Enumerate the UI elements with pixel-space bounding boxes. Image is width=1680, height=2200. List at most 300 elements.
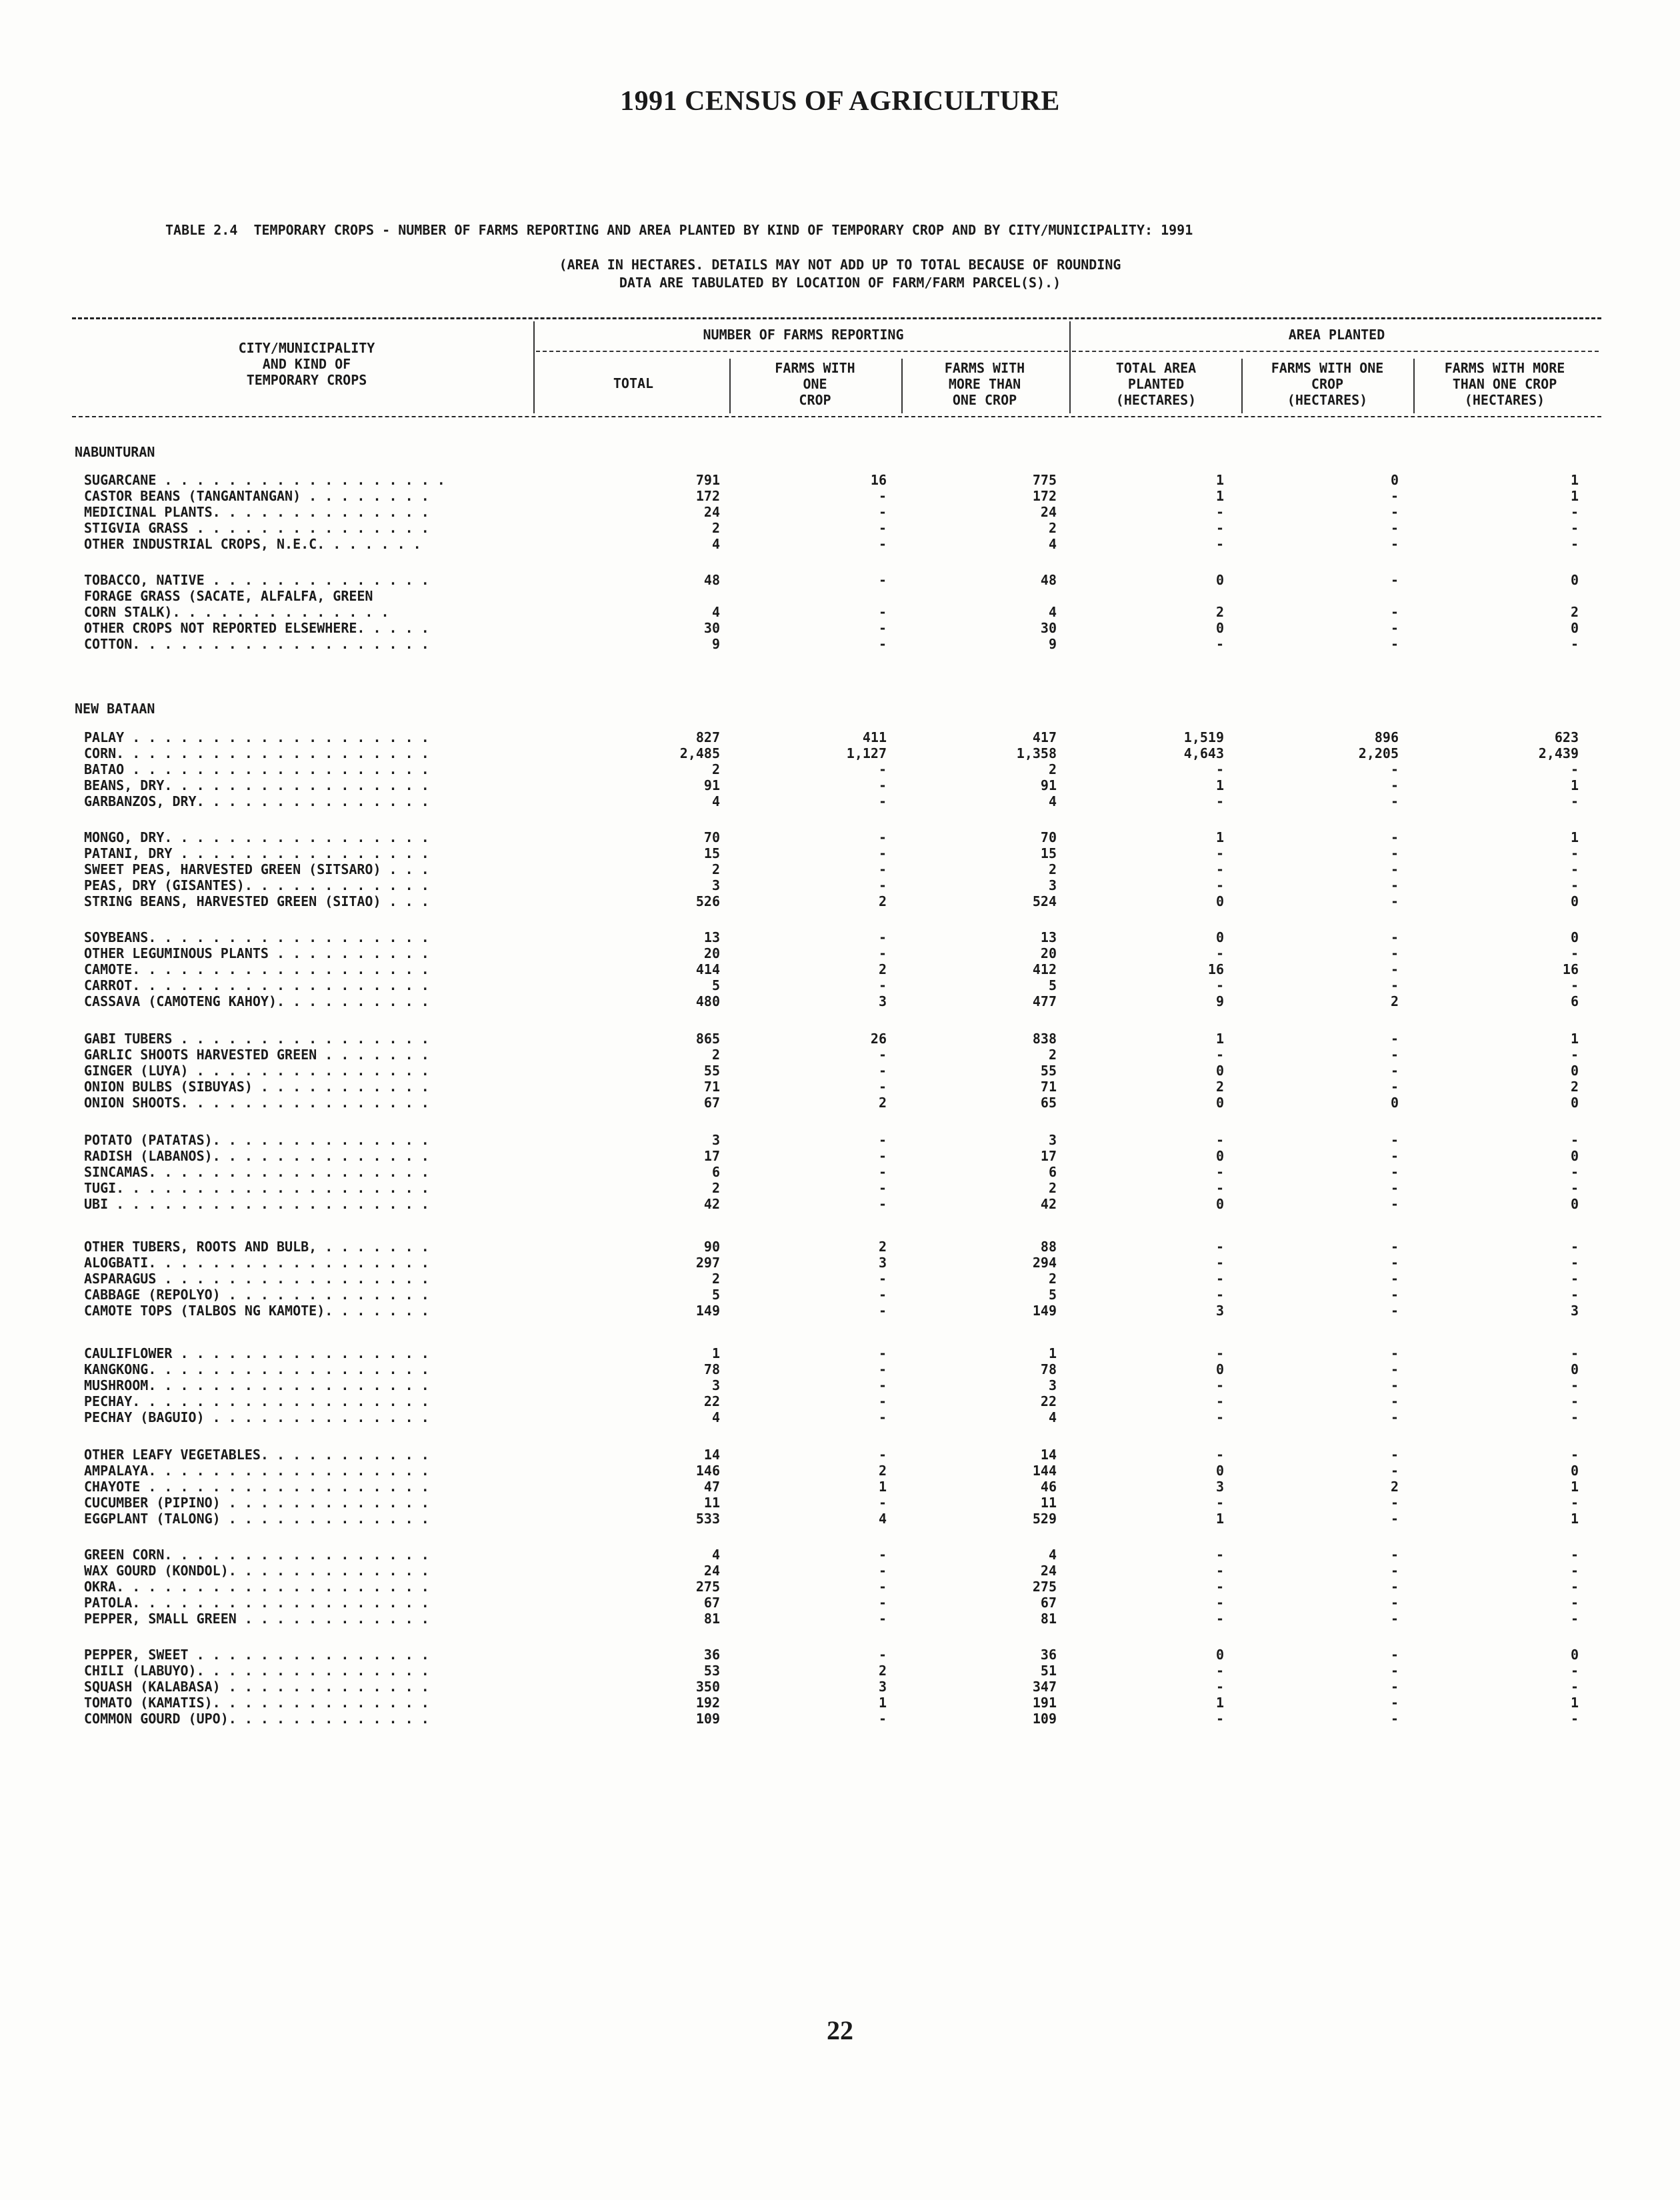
table-row	[0, 1547, 1680, 1563]
crop-label: COMMON GOURD (UPO). . . . . . . . . . . . .	[84, 1711, 429, 1727]
area-one-crop-cell: -	[1390, 1303, 1399, 1319]
table-row	[0, 1579, 1680, 1595]
total-farms-cell: 4	[711, 604, 720, 620]
crop-label: PEPPER, SMALL GREEN . . . . . . . . . . . .	[84, 1611, 429, 1627]
area-more-crop-cell: -	[1570, 877, 1579, 893]
total-farms-cell: 30	[703, 620, 720, 636]
area-more-crop-cell: 0	[1570, 620, 1579, 636]
farms-more-crop-cell: 6	[1048, 1164, 1057, 1180]
area-one-crop-cell: -	[1390, 961, 1399, 977]
total-area-cell: -	[1215, 1495, 1224, 1511]
farms-more-crop-cell: 30	[1040, 620, 1057, 636]
farms-more-crop-cell: 524	[1032, 893, 1057, 909]
crop-label: EGGPLANT (TALONG) . . . . . . . . . . . . .	[84, 1511, 429, 1527]
farms-more-crop-cell: 412	[1032, 961, 1057, 977]
area-one-crop-cell: -	[1390, 572, 1399, 588]
farms-one-crop-cell: -	[878, 636, 887, 652]
crop-label: PECHAY. . . . . . . . . . . . . . . . . . .	[84, 1393, 429, 1409]
farms-more-crop-cell: 24	[1040, 504, 1057, 520]
total-farms-cell: 11	[703, 1495, 720, 1511]
total-area-cell: 4,643	[1183, 745, 1224, 761]
farms-more-crop-cell: 477	[1032, 993, 1057, 1009]
table-row	[0, 877, 1680, 893]
crop-label: CORN. . . . . . . . . . . . . . . . . . . .	[84, 745, 429, 761]
farms-more-crop-cell: 1	[1048, 1345, 1057, 1361]
crop-label: MEDICINAL PLANTS. . . . . . . . . . . . . .	[84, 504, 429, 520]
table-row	[0, 1047, 1680, 1063]
crop-label: OTHER TUBERS, ROOTS AND BULB, . . . . . . .	[84, 1239, 429, 1255]
farms-more-crop-cell: 36	[1040, 1647, 1057, 1663]
header-farms-more-crop: FARMS WITH MORE THAN ONE CROP	[944, 360, 1025, 408]
area-more-crop-cell: -	[1570, 1271, 1579, 1287]
table-row	[0, 777, 1680, 793]
farms-more-crop-cell: 4	[1048, 1409, 1057, 1425]
farms-one-crop-cell: -	[878, 536, 887, 552]
table-row	[0, 1479, 1680, 1495]
total-farms-cell: 350	[695, 1679, 720, 1695]
crop-label: PECHAY (BAGUIO) . . . . . . . . . . . . . .	[84, 1409, 429, 1425]
crop-label: PALAY . . . . . . . . . . . . . . . . . . .	[84, 729, 429, 745]
area-more-crop-cell: -	[1570, 1611, 1579, 1627]
table-row	[0, 536, 1680, 552]
farms-more-crop-cell: 294	[1032, 1255, 1057, 1271]
total-farms-cell: 4	[711, 793, 720, 809]
total-area-cell: -	[1215, 1132, 1224, 1148]
area-more-crop-cell: -	[1570, 1409, 1579, 1425]
crop-label: BATAO . . . . . . . . . . . . . . . . . . .	[84, 761, 429, 777]
total-area-cell: 1	[1215, 488, 1224, 504]
area-more-crop-cell: -	[1570, 1495, 1579, 1511]
farms-one-crop-cell: 2	[878, 1463, 887, 1479]
total-area-cell: -	[1215, 520, 1224, 536]
total-area-cell: 1	[1215, 777, 1224, 793]
area-one-crop-cell: -	[1390, 1547, 1399, 1563]
table-row	[0, 977, 1680, 993]
total-area-cell: -	[1215, 1447, 1224, 1463]
farms-more-crop-cell: 9	[1048, 636, 1057, 652]
crop-label: STRING BEANS, HARVESTED GREEN (SITAO) . . .	[84, 893, 429, 909]
area-one-crop-cell: -	[1390, 877, 1399, 893]
area-more-crop-cell: 2,439	[1538, 745, 1579, 761]
area-more-crop-cell: 0	[1570, 929, 1579, 945]
farms-one-crop-cell: -	[878, 777, 887, 793]
area-more-crop-cell: -	[1570, 1239, 1579, 1255]
area-more-crop-cell: -	[1570, 1164, 1579, 1180]
table-row	[0, 1345, 1680, 1361]
total-area-cell: 2	[1215, 604, 1224, 620]
total-farms-cell: 4	[711, 536, 720, 552]
total-area-cell: -	[1215, 1547, 1224, 1563]
total-area-cell: -	[1215, 1164, 1224, 1180]
total-farms-cell: 5	[711, 977, 720, 993]
area-one-crop-cell: -	[1390, 1579, 1399, 1595]
area-one-crop-cell: -	[1390, 1361, 1399, 1377]
total-farms-cell: 2	[711, 1271, 720, 1287]
farms-one-crop-cell: -	[878, 877, 887, 893]
total-area-cell: -	[1215, 945, 1224, 961]
crop-label: WAX GOURD (KONDOL). . . . . . . . . . . . .	[84, 1563, 429, 1579]
farms-more-crop-cell: 48	[1040, 572, 1057, 588]
total-farms-cell: 827	[695, 729, 720, 745]
crop-label: CAMOTE TOPS (TALBOS NG KAMOTE). . . . . . .	[84, 1303, 429, 1319]
total-area-cell: -	[1215, 845, 1224, 861]
header-area-one-crop: FARMS WITH ONE CROP (HECTARES)	[1271, 360, 1384, 408]
crop-label: FORAGE GRASS (SACATE, ALFALFA, GREEN	[84, 588, 373, 604]
farms-one-crop-cell: -	[878, 604, 887, 620]
total-farms-cell: 42	[703, 1196, 720, 1212]
total-farms-cell: 71	[703, 1079, 720, 1095]
farms-more-crop-cell: 88	[1040, 1239, 1057, 1255]
table-row	[0, 1495, 1680, 1511]
table-row	[0, 1063, 1680, 1079]
farms-more-crop-cell: 20	[1040, 945, 1057, 961]
total-area-cell: 16	[1207, 961, 1224, 977]
farms-one-crop-cell: -	[878, 520, 887, 536]
farms-one-crop-cell: -	[878, 945, 887, 961]
table-row	[0, 1196, 1680, 1212]
table-row	[0, 1079, 1680, 1095]
table-row	[0, 1031, 1680, 1047]
section-label: NABUNTURAN	[75, 444, 155, 460]
area-more-crop-cell: -	[1570, 504, 1579, 520]
area-one-crop-cell: 2	[1390, 993, 1399, 1009]
table-row	[0, 929, 1680, 945]
total-area-cell: -	[1215, 861, 1224, 877]
total-farms-cell: 48	[703, 572, 720, 588]
area-one-crop-cell: -	[1390, 1031, 1399, 1047]
total-farms-cell: 172	[695, 488, 720, 504]
total-farms-cell: 6	[711, 1164, 720, 1180]
area-one-crop-cell: 2	[1390, 1479, 1399, 1495]
table-row	[0, 1303, 1680, 1319]
table-row	[0, 520, 1680, 536]
farms-one-crop-cell: 2	[878, 893, 887, 909]
total-area-cell: -	[1215, 1345, 1224, 1361]
header-vline-3	[729, 359, 731, 413]
farms-more-crop-cell: 275	[1032, 1579, 1057, 1595]
area-more-crop-cell: 0	[1570, 1361, 1579, 1377]
area-one-crop-cell: -	[1390, 1679, 1399, 1695]
table-row	[0, 1255, 1680, 1271]
area-more-crop-cell: -	[1570, 977, 1579, 993]
crop-label: SWEET PEAS, HARVESTED GREEN (SITSARO) . . .	[84, 861, 429, 877]
area-more-crop-cell: -	[1570, 520, 1579, 536]
farms-more-crop-cell: 1,358	[1016, 745, 1057, 761]
header-group-farms: NUMBER OF FARMS REPORTING	[703, 327, 904, 343]
total-farms-cell: 192	[695, 1695, 720, 1711]
area-more-crop-cell: -	[1570, 1287, 1579, 1303]
header-total-area: TOTAL AREA PLANTED (HECTARES)	[1115, 360, 1197, 408]
area-one-crop-cell: -	[1390, 1079, 1399, 1095]
area-one-crop-cell: -	[1390, 1663, 1399, 1679]
area-one-crop-cell: -	[1390, 777, 1399, 793]
area-more-crop-cell: -	[1570, 845, 1579, 861]
total-farms-cell: 1	[711, 1345, 720, 1361]
farms-more-crop-cell: 55	[1040, 1063, 1057, 1079]
table-row	[0, 1663, 1680, 1679]
area-one-crop-cell: -	[1390, 1695, 1399, 1711]
area-one-crop-cell: -	[1390, 1047, 1399, 1063]
crop-label: ONION SHOOTS. . . . . . . . . . . . . . . .	[84, 1095, 429, 1111]
area-one-crop-cell: -	[1390, 504, 1399, 520]
farms-one-crop-cell: -	[878, 1447, 887, 1463]
area-one-crop-cell: -	[1390, 829, 1399, 845]
total-area-cell: -	[1215, 636, 1224, 652]
farms-more-crop-cell: 24	[1040, 1563, 1057, 1579]
table-row	[0, 1377, 1680, 1393]
table-row	[0, 472, 1680, 488]
table-row	[0, 761, 1680, 777]
area-more-crop-cell: 1	[1570, 472, 1579, 488]
area-more-crop-cell: -	[1570, 761, 1579, 777]
total-area-cell: 1	[1215, 472, 1224, 488]
total-area-cell: -	[1215, 536, 1224, 552]
farms-one-crop-cell: 411	[862, 729, 887, 745]
farms-one-crop-cell: -	[878, 1711, 887, 1727]
farms-one-crop-cell: -	[878, 761, 887, 777]
crop-label: CAULIFLOWER . . . . . . . . . . . . . . . .	[84, 1345, 429, 1361]
area-more-crop-cell: 0	[1570, 1463, 1579, 1479]
table-row	[0, 636, 1680, 652]
total-farms-cell: 67	[703, 1595, 720, 1611]
area-more-crop-cell: -	[1570, 636, 1579, 652]
header-vline-2	[1069, 321, 1071, 413]
crop-label: RADISH (LABANOS). . . . . . . . . . . . . .	[84, 1148, 429, 1164]
total-area-cell: -	[1215, 1595, 1224, 1611]
total-farms-cell: 5	[711, 1287, 720, 1303]
table-row	[0, 572, 1680, 588]
table-row	[0, 1164, 1680, 1180]
total-farms-cell: 70	[703, 829, 720, 845]
crop-label: CUCUMBER (PIPINO) . . . . . . . . . . . . .	[84, 1495, 429, 1511]
farms-more-crop-cell: 51	[1040, 1663, 1057, 1679]
farms-one-crop-cell: -	[878, 504, 887, 520]
crop-label: ASPARAGUS . . . . . . . . . . . . . . . . .	[84, 1271, 429, 1287]
farms-one-crop-cell: 2	[878, 1663, 887, 1679]
area-one-crop-cell: -	[1390, 1180, 1399, 1196]
table-row	[0, 1361, 1680, 1377]
crop-label: TUGI. . . . . . . . . . . . . . . . . . . .	[84, 1180, 429, 1196]
area-more-crop-cell: 6	[1570, 993, 1579, 1009]
farms-more-crop-cell: 67	[1040, 1595, 1057, 1611]
area-one-crop-cell: -	[1390, 861, 1399, 877]
total-farms-cell: 2	[711, 1047, 720, 1063]
table-row	[0, 1271, 1680, 1287]
total-area-cell: 3	[1215, 1479, 1224, 1495]
farms-one-crop-cell: -	[878, 1164, 887, 1180]
farms-more-crop-cell: 4	[1048, 536, 1057, 552]
total-area-cell: -	[1215, 1563, 1224, 1579]
area-one-crop-cell: -	[1390, 1164, 1399, 1180]
total-farms-cell: 791	[695, 472, 720, 488]
farms-one-crop-cell: -	[878, 620, 887, 636]
total-farms-cell: 865	[695, 1031, 720, 1047]
total-farms-cell: 3	[711, 1377, 720, 1393]
farms-more-crop-cell: 65	[1040, 1095, 1057, 1111]
header-vline-1	[533, 321, 535, 413]
total-area-cell: 0	[1215, 929, 1224, 945]
farms-one-crop-cell: 3	[878, 1255, 887, 1271]
area-one-crop-cell: 2,205	[1358, 745, 1399, 761]
farms-more-crop-cell: 529	[1032, 1511, 1057, 1527]
farms-more-crop-cell: 2	[1048, 1271, 1057, 1287]
total-area-cell: -	[1215, 793, 1224, 809]
table-row	[0, 620, 1680, 636]
total-farms-cell: 149	[695, 1303, 720, 1319]
top-rule	[72, 317, 1601, 319]
area-more-crop-cell: -	[1570, 1579, 1579, 1595]
area-one-crop-cell: -	[1390, 1511, 1399, 1527]
area-one-crop-cell: -	[1390, 1647, 1399, 1663]
total-area-cell: -	[1215, 761, 1224, 777]
crop-label: CASTOR BEANS (TANGANTANGAN) . . . . . . . .	[84, 488, 429, 504]
crop-label: MUSHROOM. . . . . . . . . . . . . . . . . .	[84, 1377, 429, 1393]
crop-label: CASSAVA (CAMOTENG KAHOY). . . . . . . . . .	[84, 993, 429, 1009]
farms-more-crop-cell: 2	[1048, 761, 1057, 777]
header-farms-one-crop: FARMS WITH ONE CROP	[775, 360, 855, 408]
total-farms-cell: 109	[695, 1711, 720, 1727]
area-more-crop-cell: 0	[1570, 1148, 1579, 1164]
area-more-crop-cell: -	[1570, 1047, 1579, 1063]
area-more-crop-cell: -	[1570, 1595, 1579, 1611]
area-one-crop-cell: -	[1390, 977, 1399, 993]
farms-one-crop-cell: -	[878, 1409, 887, 1425]
crop-label: PATANI, DRY . . . . . . . . . . . . . . . .	[84, 845, 429, 861]
area-more-crop-cell: -	[1570, 861, 1579, 877]
area-one-crop-cell: -	[1390, 520, 1399, 536]
header-dash-farms	[536, 351, 1068, 352]
total-area-cell: 0	[1215, 1361, 1224, 1377]
area-one-crop-cell: -	[1390, 1495, 1399, 1511]
farms-one-crop-cell: -	[878, 1377, 887, 1393]
table-row	[0, 1132, 1680, 1148]
farms-more-crop-cell: 109	[1032, 1711, 1057, 1727]
area-more-crop-cell: -	[1570, 1255, 1579, 1271]
area-one-crop-cell: -	[1390, 1563, 1399, 1579]
table-row	[0, 729, 1680, 745]
table-row	[0, 1711, 1680, 1727]
crop-label: CAMOTE. . . . . . . . . . . . . . . . . . .	[84, 961, 429, 977]
table-note-line-1: (AREA IN HECTARES. DETAILS MAY NOT ADD UP TO TOTAL BECAUSE OF ROUNDING	[559, 257, 1121, 273]
farms-one-crop-cell: -	[878, 861, 887, 877]
total-farms-cell: 15	[703, 845, 720, 861]
total-area-cell: 0	[1215, 1148, 1224, 1164]
farms-one-crop-cell: -	[878, 1047, 887, 1063]
crop-label: TOBACCO, NATIVE . . . . . . . . . . . . . .	[84, 572, 429, 588]
area-more-crop-cell: 1	[1570, 1479, 1579, 1495]
farms-one-crop-cell: -	[878, 1345, 887, 1361]
crop-label: CHAYOTE . . . . . . . . . . . . . . . . . .	[84, 1479, 429, 1495]
total-farms-cell: 2	[711, 1180, 720, 1196]
farms-one-crop-cell: 2	[878, 961, 887, 977]
area-more-crop-cell: 2	[1570, 604, 1579, 620]
area-one-crop-cell: -	[1390, 536, 1399, 552]
farms-one-crop-cell: 1	[878, 1695, 887, 1711]
crop-label: ALOGBATI. . . . . . . . . . . . . . . . . .	[84, 1255, 429, 1271]
area-one-crop-cell: -	[1390, 1345, 1399, 1361]
farms-one-crop-cell: -	[878, 488, 887, 504]
crop-label: POTATO (PATATAS). . . . . . . . . . . . . .	[84, 1132, 429, 1148]
total-area-cell: -	[1215, 1255, 1224, 1271]
farms-more-crop-cell: 417	[1032, 729, 1057, 745]
total-area-cell: -	[1215, 1393, 1224, 1409]
total-farms-cell: 533	[695, 1511, 720, 1527]
area-more-crop-cell: -	[1570, 793, 1579, 809]
farms-one-crop-cell: -	[878, 1303, 887, 1319]
total-farms-cell: 78	[703, 1361, 720, 1377]
farms-more-crop-cell: 17	[1040, 1148, 1057, 1164]
table-row	[0, 1695, 1680, 1711]
total-area-cell: -	[1215, 1271, 1224, 1287]
farms-one-crop-cell: -	[878, 1563, 887, 1579]
crop-label: SUGARCANE . . . . . . . . . . . . . . . . . .	[84, 472, 445, 488]
farms-one-crop-cell: -	[878, 1595, 887, 1611]
farms-more-crop-cell: 46	[1040, 1479, 1057, 1495]
crop-label: BEANS, DRY. . . . . . . . . . . . . . . . .	[84, 777, 429, 793]
crop-label: OTHER LEAFY VEGETABLES. . . . . . . . . . .	[84, 1447, 429, 1463]
area-one-crop-cell: -	[1390, 1377, 1399, 1393]
farms-one-crop-cell: -	[878, 845, 887, 861]
farms-one-crop-cell: -	[878, 829, 887, 845]
farms-more-crop-cell: 775	[1032, 472, 1057, 488]
area-one-crop-cell: 0	[1390, 472, 1399, 488]
area-more-crop-cell: 1	[1570, 1695, 1579, 1711]
area-more-crop-cell: 0	[1570, 893, 1579, 909]
total-farms-cell: 4	[711, 1547, 720, 1563]
table-row	[0, 893, 1680, 909]
farms-more-crop-cell: 2	[1048, 1180, 1057, 1196]
table-row	[0, 604, 1680, 620]
total-farms-cell: 9	[711, 636, 720, 652]
area-more-crop-cell: 0	[1570, 1095, 1579, 1111]
area-one-crop-cell: -	[1390, 1287, 1399, 1303]
farms-more-crop-cell: 2	[1048, 1047, 1057, 1063]
farms-more-crop-cell: 14	[1040, 1447, 1057, 1463]
crop-label: PEPPER, SWEET . . . . . . . . . . . . . . .	[84, 1647, 429, 1663]
table-row	[0, 1180, 1680, 1196]
header-bottom-rule	[72, 416, 1601, 417]
area-one-crop-cell: -	[1390, 1595, 1399, 1611]
total-area-cell: 0	[1215, 893, 1224, 909]
total-farms-cell: 275	[695, 1579, 720, 1595]
total-area-cell: -	[1215, 1047, 1224, 1063]
table-row	[0, 1647, 1680, 1663]
header-vline-5	[1241, 359, 1243, 413]
crop-label: CABBAGE (REPOLYO) . . . . . . . . . . . . .	[84, 1287, 429, 1303]
total-area-cell: -	[1215, 1579, 1224, 1595]
table-row	[0, 845, 1680, 861]
section-label: NEW BATAAN	[75, 701, 155, 717]
table-row	[0, 1287, 1680, 1303]
farms-more-crop-cell: 5	[1048, 977, 1057, 993]
total-farms-cell: 3	[711, 877, 720, 893]
farms-one-crop-cell: -	[878, 1063, 887, 1079]
crop-label: GARLIC SHOOTS HARVESTED GREEN . . . . . . .	[84, 1047, 429, 1063]
farms-one-crop-cell: 4	[878, 1511, 887, 1527]
farms-one-crop-cell: -	[878, 572, 887, 588]
table-row	[0, 1148, 1680, 1164]
area-more-crop-cell: 1	[1570, 829, 1579, 845]
farms-one-crop-cell: -	[878, 1361, 887, 1377]
header-group-area: AREA PLANTED	[1288, 327, 1385, 343]
farms-more-crop-cell: 3	[1048, 1132, 1057, 1148]
farms-one-crop-cell: -	[878, 793, 887, 809]
total-farms-cell: 53	[703, 1663, 720, 1679]
total-area-cell: -	[1215, 1180, 1224, 1196]
crop-label: GABI TUBERS . . . . . . . . . . . . . . . .	[84, 1031, 429, 1047]
total-area-cell: -	[1215, 1711, 1224, 1727]
crop-label: SOYBEANS. . . . . . . . . . . . . . . . . .	[84, 929, 429, 945]
